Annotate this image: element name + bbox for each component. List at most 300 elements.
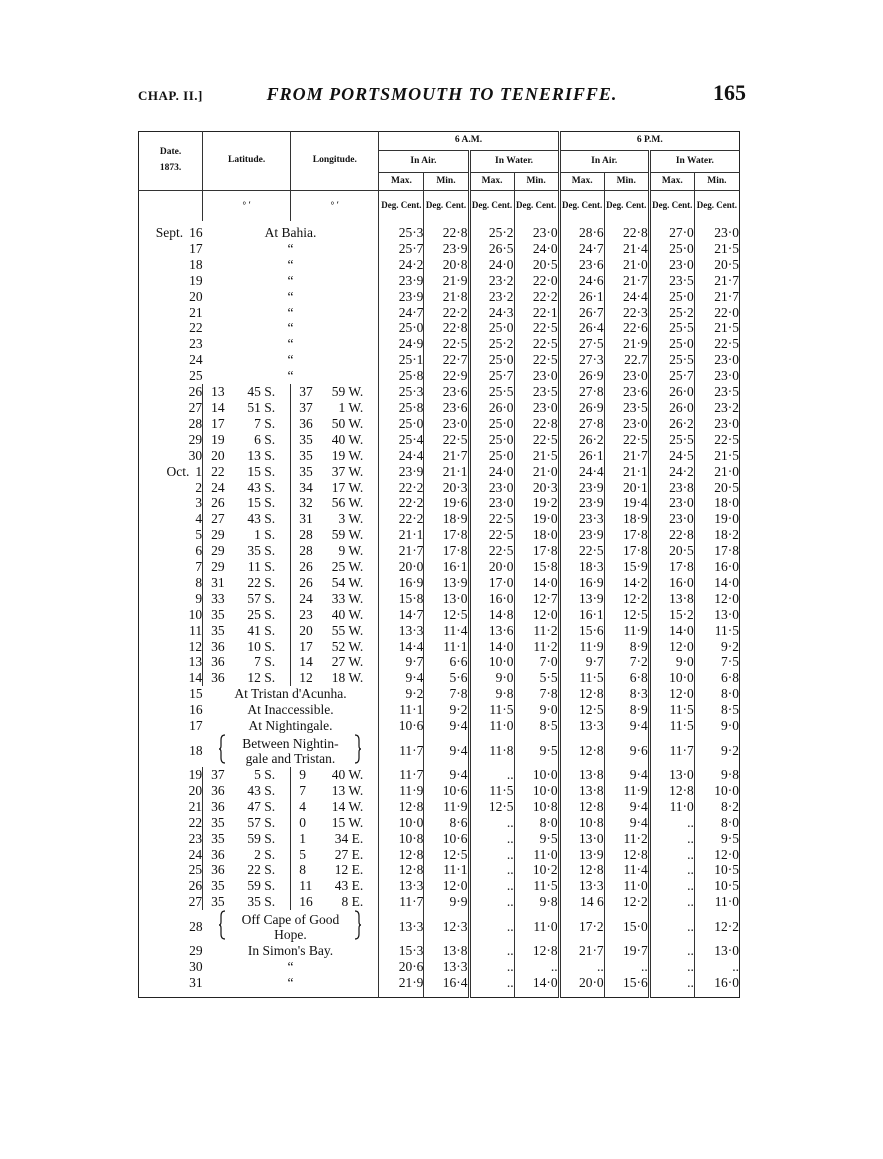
- temperature-value: 9·0: [469, 670, 514, 686]
- degrees-value: 24: [299, 590, 313, 606]
- temperature-value: 16·1: [424, 559, 469, 575]
- temperature-value: 22·5: [514, 320, 559, 336]
- minutes-value: 34 E.: [334, 830, 364, 846]
- temperature-value: 13·0: [649, 767, 694, 783]
- temperature-value: 21·0: [694, 464, 739, 480]
- temperature-value: 9·4: [424, 718, 469, 734]
- temperature-value: 27·0: [649, 221, 694, 241]
- date-cell: [139, 336, 203, 352]
- longitude-cell: [291, 815, 379, 831]
- day-label: 22: [188, 814, 203, 830]
- degrees-value: 32: [299, 495, 313, 511]
- temperature-value: 12·5: [424, 847, 469, 863]
- temperature-value: 20·8: [424, 257, 469, 273]
- longitude-cell: [291, 464, 379, 480]
- temperature-value: 23·8: [649, 480, 694, 496]
- day-label: 21: [188, 798, 203, 814]
- minutes-value: 51 S.: [247, 399, 276, 415]
- temperature-value: 12·3: [424, 910, 469, 943]
- unit-label: Deg. Cent.: [694, 191, 739, 222]
- date-cell: [139, 767, 203, 783]
- day-label: 21: [189, 304, 203, 320]
- temperature-value: 12·0: [424, 878, 469, 894]
- degrees-value: 35: [299, 447, 313, 463]
- longitude-cell: [291, 432, 379, 448]
- table-row: [139, 734, 740, 767]
- date-cell: [139, 831, 203, 847]
- temperature-value: ..: [649, 959, 694, 975]
- temperature-value: 5·5: [514, 670, 559, 686]
- temperature-value: 23·2: [694, 400, 739, 416]
- longitude-cell: [291, 623, 379, 639]
- temperature-value: 10·5: [694, 878, 739, 894]
- temperature-value: 11·5: [694, 623, 739, 639]
- day-label: 25: [188, 862, 203, 878]
- temperature-value: 21·1: [424, 464, 469, 480]
- temperature-value: 21·9: [424, 273, 469, 289]
- day-label: 23: [189, 336, 203, 352]
- table-row: [139, 639, 740, 655]
- table-row: [139, 718, 740, 734]
- temperature-value: 13·8: [649, 591, 694, 607]
- temperature-value: 23·0: [649, 511, 694, 527]
- minutes-value: 47 S.: [247, 798, 276, 814]
- temperature-value: 8·5: [694, 702, 739, 718]
- table-row: [139, 289, 740, 305]
- temperature-value: 23·9: [559, 480, 604, 496]
- table-row: [139, 400, 740, 416]
- temperature-value: 23·9: [379, 464, 424, 480]
- longitude-header: Longitude.: [291, 132, 379, 191]
- temperature-value: 26·9: [559, 368, 604, 384]
- temperature-value: 14 6: [559, 894, 604, 910]
- day-label: 17: [189, 240, 203, 256]
- minutes-value: 43 S.: [247, 782, 276, 798]
- degrees-value: 36: [211, 670, 225, 686]
- temperature-value: 24·5: [649, 448, 694, 464]
- temperature-value: 22·0: [514, 273, 559, 289]
- temperature-value: 18·2: [694, 527, 739, 543]
- temperature-value: 21·7: [604, 273, 649, 289]
- place-cell: At Nightingale.: [248, 718, 333, 734]
- day-label: 2: [195, 479, 203, 495]
- temperature-value: 27·8: [559, 384, 604, 400]
- degrees-value: 35: [299, 431, 313, 447]
- longitude-cell: [291, 847, 379, 863]
- latitude-cell: [203, 623, 291, 639]
- temperature-value: 25·2: [469, 221, 514, 241]
- year-header-label: 1873.: [159, 163, 182, 173]
- table-row: [139, 815, 740, 831]
- temperature-value: 19·0: [694, 511, 739, 527]
- day-label: 19: [188, 767, 203, 782]
- day-label: 6: [195, 543, 203, 559]
- latitude-cell: [203, 575, 291, 591]
- temperature-value: 25·5: [649, 352, 694, 368]
- temperature-value: ..: [649, 847, 694, 863]
- minutes-value: 59 S.: [247, 830, 276, 846]
- degrees-value: 26: [211, 495, 225, 511]
- temperature-value: 12·8: [559, 799, 604, 815]
- place-cell: [203, 910, 379, 943]
- temperature-value: 20·5: [694, 480, 739, 496]
- temperature-value: 21·7: [694, 273, 739, 289]
- temperature-value: 11·4: [604, 862, 649, 878]
- latitude-cell: [203, 894, 291, 910]
- min-header: Min.: [514, 173, 559, 191]
- right-brace: [354, 910, 362, 943]
- temperature-value: 7·8: [424, 686, 469, 702]
- temperature-value: 25·5: [649, 432, 694, 448]
- temperature-value: ..: [469, 878, 514, 894]
- date-cell: [139, 221, 203, 241]
- right-brace: [354, 734, 362, 767]
- longitude-unit-cell: [291, 191, 379, 222]
- minutes-value: 8 E.: [341, 894, 364, 910]
- date-cell: [139, 894, 203, 910]
- temperature-value: 11·8: [469, 734, 514, 767]
- temperature-value: 8·3: [604, 686, 649, 702]
- day-label: 16: [189, 225, 203, 240]
- day-label: 30: [188, 447, 203, 463]
- day-label: 17: [189, 718, 203, 734]
- temperature-value: 26·5: [469, 241, 514, 257]
- table-row: [139, 686, 740, 702]
- temperature-value: 13·8: [559, 767, 604, 783]
- unit-label: Deg. Cent.: [649, 191, 694, 222]
- temperature-value: 11·9: [559, 639, 604, 655]
- temperature-value: 16·1: [559, 607, 604, 623]
- temperature-value: 10·2: [514, 862, 559, 878]
- degree-symbol: °: [242, 200, 247, 211]
- temperature-value: 23·5: [604, 400, 649, 416]
- latitude-cell: [203, 400, 291, 416]
- temperature-value: 14·2: [604, 575, 649, 591]
- table-row: [139, 831, 740, 847]
- temperature-value: 12·8: [379, 799, 424, 815]
- temperature-value: 25·3: [379, 221, 424, 241]
- temperature-value: 17·8: [424, 543, 469, 559]
- temperature-value: 15·8: [379, 591, 424, 607]
- temperature-value: 19·0: [514, 511, 559, 527]
- table-row: [139, 910, 740, 943]
- temperature-value: 11·2: [604, 831, 649, 847]
- minutes-value: 55 W.: [331, 622, 364, 638]
- temperature-value: 12·0: [694, 591, 739, 607]
- temperature-value: 23·6: [604, 384, 649, 400]
- date-cell: [139, 241, 203, 257]
- temperature-value: 26·0: [649, 384, 694, 400]
- temperature-value: 7·8: [514, 686, 559, 702]
- temperature-value: 6·8: [694, 670, 739, 686]
- degree-symbol: °: [330, 200, 335, 211]
- degrees-value: 12: [299, 670, 313, 686]
- temperature-value: 26·4: [559, 320, 604, 336]
- temperature-value: 21·7: [604, 448, 649, 464]
- longitude-cell: [291, 527, 379, 543]
- temperature-value: 22·5: [514, 352, 559, 368]
- temperature-value: 13·3: [379, 878, 424, 894]
- temperature-value: 25·0: [379, 320, 424, 336]
- temperature-value: 23·3: [559, 511, 604, 527]
- temperature-value: 12·7: [514, 591, 559, 607]
- temperature-value: 18·0: [694, 495, 739, 511]
- temperature-value: 13·3: [559, 718, 604, 734]
- latitude-cell: [203, 464, 291, 480]
- temperature-value: 13·3: [559, 878, 604, 894]
- degrees-value: 26: [299, 559, 313, 575]
- temperature-value: 26·1: [559, 448, 604, 464]
- degrees-value: 29: [211, 527, 225, 543]
- temperature-value: ..: [649, 878, 694, 894]
- temperature-value: 8·5: [514, 718, 559, 734]
- temperature-value: ..: [469, 767, 514, 783]
- temperature-value: 9·0: [694, 718, 739, 734]
- date-cell: [139, 289, 203, 305]
- temperature-value: 11·0: [694, 894, 739, 910]
- latitude-cell: [203, 384, 291, 400]
- latitude-cell: [203, 767, 291, 783]
- place-line: Between Nightin-: [242, 735, 339, 751]
- latitude-cell: [203, 654, 291, 670]
- temperature-value: 23·2: [469, 273, 514, 289]
- date-cell: [139, 511, 203, 527]
- temperature-value: 24·7: [559, 241, 604, 257]
- longitude-cell: [291, 416, 379, 432]
- latitude-cell: [203, 480, 291, 496]
- degrees-value: 19: [211, 431, 225, 447]
- place-cell: “: [287, 240, 294, 256]
- minutes-value: 11 S.: [247, 559, 276, 575]
- temperature-value: 11·9: [604, 623, 649, 639]
- temperature-value: ..: [469, 831, 514, 847]
- longitude-cell: [291, 799, 379, 815]
- minutes-value: 6 S.: [254, 431, 276, 447]
- temperature-value: 23·0: [514, 368, 559, 384]
- temperature-value: 23·0: [514, 221, 559, 241]
- temperature-value: 13·3: [379, 910, 424, 943]
- temperature-value: 11·9: [424, 799, 469, 815]
- degrees-value: 4: [299, 798, 306, 814]
- unit-label: Deg. Cent.: [514, 191, 559, 222]
- temperature-value: 15·6: [604, 975, 649, 997]
- minutes-value: 12 S.: [247, 670, 276, 686]
- minutes-value: 22 S.: [247, 574, 276, 590]
- table-row: [139, 783, 740, 799]
- temperature-value: 21·5: [694, 241, 739, 257]
- unit-label: Deg. Cent.: [424, 191, 469, 222]
- temperature-value: 16·0: [694, 559, 739, 575]
- temperature-value: 21·7: [694, 289, 739, 305]
- date-cell: [139, 910, 203, 943]
- temperature-value: 9·4: [604, 799, 649, 815]
- temperature-value: 22·7: [424, 352, 469, 368]
- date-cell: [139, 432, 203, 448]
- longitude-cell: [291, 831, 379, 847]
- minutes-value: 2 S.: [254, 846, 276, 862]
- temperature-value: 22·8: [649, 527, 694, 543]
- temperature-value: 25·5: [469, 384, 514, 400]
- day-label: 28: [189, 918, 203, 934]
- temperature-value: 7·0: [514, 654, 559, 670]
- minutes-value: 13 S.: [247, 447, 276, 463]
- temperature-value: 9·4: [424, 734, 469, 767]
- minutes-value: 25 W.: [331, 559, 364, 575]
- temperature-value: ..: [469, 894, 514, 910]
- temperature-value: 24·4: [559, 464, 604, 480]
- day-label: 13: [188, 654, 203, 670]
- date-cell: [139, 718, 203, 734]
- temperature-value: 22·2: [424, 305, 469, 321]
- table-row: [139, 702, 740, 718]
- date-cell: [139, 543, 203, 559]
- day-label: 25: [189, 368, 203, 384]
- latitude-cell: [203, 416, 291, 432]
- longitude-cell: [291, 894, 379, 910]
- temperature-value: 24·9: [379, 336, 424, 352]
- table-row: [139, 384, 740, 400]
- degrees-value: 14: [299, 654, 313, 670]
- place-cell: In Simon's Bay.: [247, 943, 334, 959]
- date-cell: [139, 527, 203, 543]
- temperature-value: ..: [469, 959, 514, 975]
- temperature-value: 15·6: [559, 623, 604, 639]
- temperature-value: 12·8: [514, 943, 559, 959]
- minutes-value: 1 S.: [254, 527, 276, 543]
- unit-label: Deg. Cent.: [379, 191, 424, 222]
- date-cell: [139, 623, 203, 639]
- temperature-value: 5·6: [424, 670, 469, 686]
- longitude-cell: [291, 862, 379, 878]
- temperature-value: 17·8: [514, 543, 559, 559]
- temperature-value: 23·9: [379, 273, 424, 289]
- min-header: Min.: [424, 173, 469, 191]
- date-cell: [139, 607, 203, 623]
- temperature-value: 22·8: [424, 320, 469, 336]
- temperature-value: 22·5: [424, 336, 469, 352]
- temperature-value: ..: [649, 831, 694, 847]
- longitude-cell: [291, 495, 379, 511]
- degrees-value: 36: [211, 638, 225, 654]
- temperature-value: 10·8: [379, 831, 424, 847]
- temperature-value: 24·0: [469, 257, 514, 273]
- table-row: [139, 432, 740, 448]
- longitude-cell: [291, 607, 379, 623]
- max-header: Max.: [559, 173, 604, 191]
- temperature-value: 23·0: [649, 495, 694, 511]
- temperature-value: 12·5: [604, 607, 649, 623]
- latitude-cell: [203, 831, 291, 847]
- temperature-value: 24·3: [469, 305, 514, 321]
- temperature-value: 16·9: [379, 575, 424, 591]
- temperature-value: 22·8: [604, 221, 649, 241]
- minutes-value: 3 W.: [338, 511, 364, 527]
- minutes-value: 22 S.: [247, 862, 276, 878]
- degrees-value: 37: [211, 767, 225, 782]
- temperature-value: 10·6: [379, 718, 424, 734]
- temperature-value: 21·7: [559, 943, 604, 959]
- table-row: [139, 336, 740, 352]
- pm-air-header: In Air.: [559, 151, 649, 173]
- longitude-cell: [291, 559, 379, 575]
- table-row: [139, 448, 740, 464]
- temperature-value: 13·9: [424, 575, 469, 591]
- temperature-value: 11·5: [649, 718, 694, 734]
- temperature-value: 13·0: [694, 943, 739, 959]
- degrees-value: 7: [299, 782, 306, 798]
- temperature-value: 22·8: [424, 221, 469, 241]
- temperature-value: 9·7: [559, 654, 604, 670]
- temperature-value: 24·4: [379, 448, 424, 464]
- longitude-cell: [291, 511, 379, 527]
- temperature-value: 13·0: [559, 831, 604, 847]
- temperature-value: 23·6: [424, 384, 469, 400]
- temperature-value: 12·5: [559, 702, 604, 718]
- minutes-value: 14 W.: [331, 798, 364, 814]
- temperature-value: 23·5: [694, 384, 739, 400]
- place-text: [226, 736, 354, 766]
- minute-symbol: ′: [336, 200, 339, 211]
- temperature-value: 8·0: [694, 686, 739, 702]
- temperature-value: 17·8: [424, 527, 469, 543]
- page-number: 165: [713, 80, 746, 105]
- longitude-cell: [291, 878, 379, 894]
- temperature-value: 8·9: [604, 702, 649, 718]
- unit-label: Deg. Cent.: [469, 191, 514, 222]
- date-cell: [139, 352, 203, 368]
- temperature-value: 21·9: [604, 336, 649, 352]
- temperature-value: 6·8: [604, 670, 649, 686]
- place-cell: “: [287, 288, 294, 304]
- temperature-value: 11·0: [604, 878, 649, 894]
- longitude-cell: [291, 670, 379, 686]
- temperature-value: 27·8: [559, 416, 604, 432]
- temperature-value: 21·5: [694, 448, 739, 464]
- temperature-value: ..: [604, 959, 649, 975]
- minutes-value: 9 W.: [338, 543, 364, 559]
- date-cell: [139, 799, 203, 815]
- temperature-value: 21·8: [424, 289, 469, 305]
- day-label: 5: [195, 527, 203, 543]
- temperature-value: 6·6: [424, 654, 469, 670]
- temperature-value: 11·5: [514, 878, 559, 894]
- minutes-value: 40 W.: [331, 606, 364, 622]
- temperature-value: 17·8: [604, 527, 649, 543]
- temperature-value: 21·5: [694, 320, 739, 336]
- date-cell: [139, 273, 203, 289]
- pm-water-header: In Water.: [649, 151, 739, 173]
- temperature-value: 7·5: [694, 654, 739, 670]
- temperature-value: 27·3: [559, 352, 604, 368]
- temperature-value: 16·0: [469, 591, 514, 607]
- temperature-value: 9·0: [649, 654, 694, 670]
- temperature-value: ..: [694, 959, 739, 975]
- temperature-value: 12·0: [649, 686, 694, 702]
- longitude-cell: [291, 783, 379, 799]
- latitude-cell: [203, 799, 291, 815]
- degrees-value: 16: [299, 894, 313, 910]
- temperature-value: 22·2: [379, 495, 424, 511]
- degrees-value: 29: [211, 543, 225, 559]
- table-row: [139, 416, 740, 432]
- table-row: [139, 975, 740, 997]
- temperature-value: 9·4: [604, 718, 649, 734]
- temperature-value: 9·6: [604, 734, 649, 767]
- table-row: [139, 543, 740, 559]
- place-cell: “: [287, 368, 294, 384]
- minutes-value: 19 W.: [331, 447, 364, 463]
- temperature-value: 23·0: [649, 257, 694, 273]
